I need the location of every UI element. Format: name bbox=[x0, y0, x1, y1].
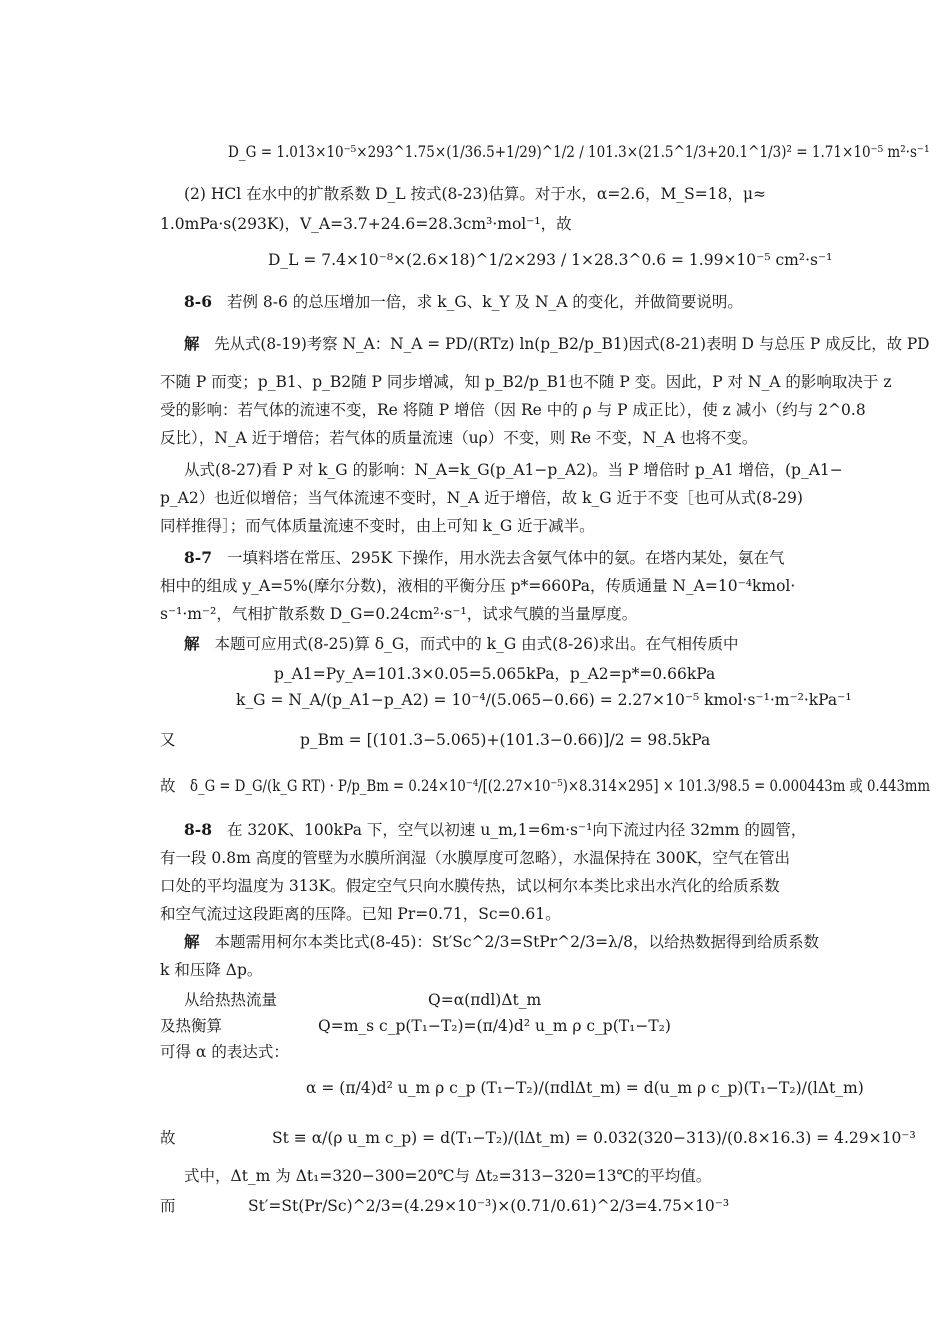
label-heat-balance: 及热衡算 bbox=[160, 1017, 223, 1035]
solution-8-6-line2: 不随 P 而变；p_B1、p_B2随 P 同步增减，知 p_B2/p_B1也不随 P 变。因此，P 对 N_A 的影响取决于 z bbox=[160, 373, 892, 391]
problem-number: 8-6 bbox=[184, 292, 213, 311]
problem-8-8-line1: 8-8 在 320K、100kPa 下，空气以初速 u_m,1=6m·s⁻¹向下流过内径 32mm 的圆管， bbox=[184, 820, 807, 839]
paragraph-hcl-line2: 1.0mPa·s(293K)，V_A=3.7+24.6=28.3cm³·mol⁻¹，故 bbox=[160, 215, 572, 233]
equation-st: St ≡ α/(ρ u_m c_p) = d(T₁−T₂)/(lΔt_m) = 0.032(320−313)/(0.8×16.3) = 4.29×10⁻³ bbox=[272, 1129, 916, 1147]
solution-8-6-line6: p_A2）也近似增倍；当气体流速不变时，N_A 近于增倍，故 k_G 近于不变［也可从式(8-29) bbox=[160, 489, 803, 507]
solution-label: 解 bbox=[184, 634, 200, 653]
label-you: 又 bbox=[160, 731, 176, 749]
problem-8-7-line2: 相中的组成 y_A=5%(摩尔分数)，液相的平衡分压 p*=660Pa，传质通量 N_A=10⁻⁴kmol· bbox=[160, 577, 796, 595]
equation-pbm: p_Bm = [(101.3−5.065)+(101.3−0.66)]/2 = 98.5kPa bbox=[300, 731, 711, 749]
equation-kg: k_G = N_A/(p_A1−p_A2) = 10⁻⁴/(5.065−0.66) = 2.27×10⁻⁵ kmol·s⁻¹·m⁻²·kPa⁻¹ bbox=[236, 691, 852, 709]
label-gu: 故 bbox=[160, 1129, 176, 1147]
solution-label: 解 bbox=[184, 334, 200, 353]
problem-8-7-line3: s⁻¹·m⁻²，气相扩散系数 D_G=0.24cm²·s⁻¹，试求气膜的当量厚度。 bbox=[160, 605, 638, 623]
label-er: 而 bbox=[160, 1197, 176, 1215]
equation-q2: Q=m_s c_p(T₁−T₂)=(π/4)d² u_m ρ c_p(T₁−T₂) bbox=[318, 1017, 671, 1035]
equation-dl: D_L = 7.4×10⁻⁸×(2.6×18)^1/2×293 / 1×28.3^0.6 = 1.99×10⁻⁵ cm²·s⁻¹ bbox=[268, 251, 833, 269]
solution-8-8-line2: k 和压降 Δp。 bbox=[160, 961, 263, 979]
solution-8-6-line7: 同样推得］；而气体质量流速不变时，由上可知 k_G 近于减半。 bbox=[160, 517, 595, 535]
problem-number: 8-7 bbox=[184, 548, 213, 567]
equation-alpha: α = (π/4)d² u_m ρ c_p (T₁−T₂)/(πdlΔt_m) = d(u_m ρ c_p)(T₁−T₂)/(lΔt_m) bbox=[306, 1079, 864, 1097]
equation-st-prime: St′=St(Pr/Sc)^2/3=(4.29×10⁻³)×(0.71/0.61)^2/3=4.75×10⁻³ bbox=[248, 1197, 730, 1215]
solution-8-6-line4: 反比），N_A 近于增倍；若气体的质量流速（uρ）不变，则 Re 不变，N_A 也将不变。 bbox=[160, 429, 758, 447]
solution-label: 解 bbox=[184, 932, 200, 951]
equation-q1: Q=α(πdl)Δt_m bbox=[428, 991, 542, 1009]
problem-8-8-line2: 有一段 0.8m 高度的管壁为水膜所润湿（水膜厚度可忽略），水温保持在 300K，空气在管出 bbox=[160, 849, 791, 867]
note-delta-tm: 式中，Δt_m 为 Δt₁=320−300=20℃与 Δt₂=313−320=13℃的平均值。 bbox=[184, 1167, 712, 1185]
solution-8-6-line3: 受的影响：若气体的流速不变，Re 将随 P 增倍（因 Re 中的 ρ 与 P 成正比），使 z 减小（约与 2^0.8 bbox=[160, 401, 866, 419]
problem-8-7-line1: 8-7 一填料塔在常压、295K 下操作，用水洗去含氨气体中的氨。在塔内某处，氨在气 bbox=[184, 548, 785, 567]
solution-8-6-line5: 从式(8-27)看 P 对 k_G 的影响：N_A=k_G(p_A1−p_A2)。当 P 增倍时 p_A1 增倍，(p_A1− bbox=[184, 461, 843, 479]
problem-text: 若例 8-6 的总压增加一倍，求 k_G、k_Y 及 N_A 的变化，并做简要说明。 bbox=[226, 293, 743, 311]
paragraph-hcl-line1: (2) HCl 在水中的扩散系数 D_L 按式(8-23)估算。对于水，α=2.6，M_S=18，μ≈ bbox=[184, 185, 767, 203]
label-gu: 故 bbox=[160, 777, 176, 795]
solution-8-7-line1: 解 本题可应用式(8-25)算 δ_G，而式中的 k_G 由式(8-26)求出。在气相传质中 bbox=[184, 634, 739, 653]
problem-number: 8-8 bbox=[184, 820, 213, 839]
label-heat-flux: 从给热热流量 bbox=[184, 991, 278, 1009]
problem-8-8-line4: 和空气流过这段距离的压降。已知 Pr=0.71，Sc=0.61。 bbox=[160, 905, 561, 923]
label-alpha-expression: 可得 α 的表达式： bbox=[160, 1043, 289, 1061]
solution-8-6-line1: 解 先从式(8-19)考察 N_A：N_A = PD/(RTz) ln(p_B2/p_B1)因式(8-21)表明 D 与总压 P 成反比，故 PD bbox=[184, 334, 930, 353]
equation-delta-g: δ_G = D_G/(k_G RT) · P/p_Bm = 0.24×10⁻⁴/[(2.27×10⁻⁵)×8.314×295] × 101.3/98.5 = 0.000443m 或 0.443mm bbox=[190, 777, 931, 795]
problem-8-6 bbox=[184, 292, 743, 312]
equation-partial-pressures: p_A1=Py_A=101.3×0.05=5.065kPa，p_A2=p*=0.66kPa bbox=[274, 665, 716, 683]
problem-8-8-line3: 口处的平均温度为 313K。假定空气只向水膜传热，试以柯尔本类比求出水汽化的给质系数 bbox=[160, 877, 780, 895]
equation-dg: D_G = 1.013×10⁻⁵×293^1.75×(1/36.5+1/29)^1/2 / 101.3×(21.5^1/3+20.1^1/3)² = 1.71×10⁻⁵ m²·s⁻¹ bbox=[228, 143, 930, 161]
solution-8-8-line1: 解 本题需用柯尔本类比式(8-45)：St′Sc^2/3=StPr^2/3=λ/8，以给热数据得到给质系数 bbox=[184, 932, 819, 951]
